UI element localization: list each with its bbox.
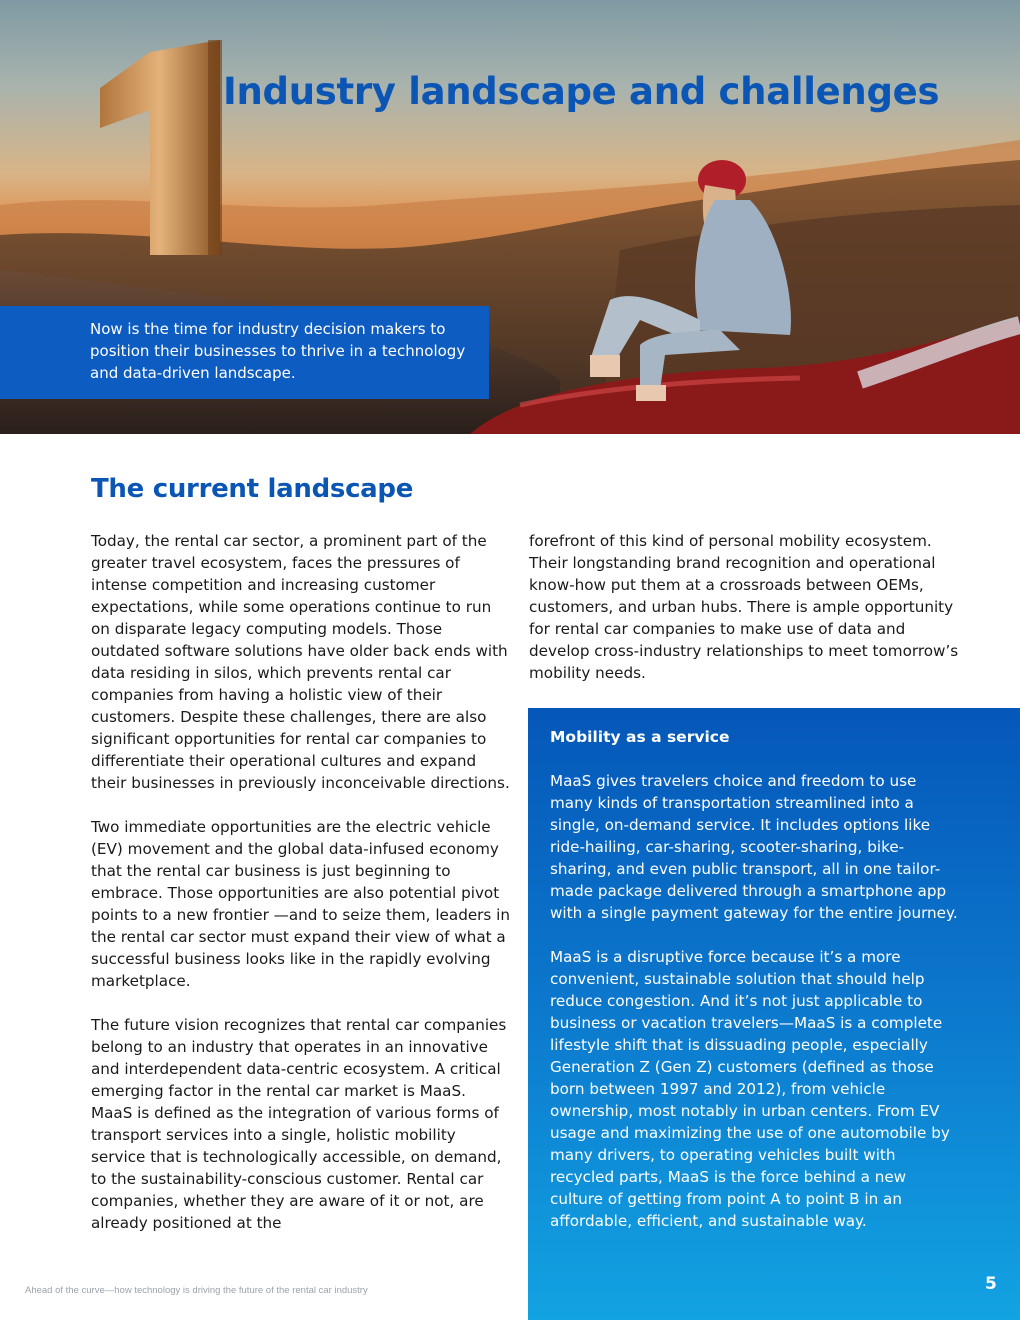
body-paragraph: Two immediate opportunities are the electric vehicle (EV) movement and the global data-infused economy that the rental car business is just beginning to embrace. Those opportunities are also potential pivot points to a new frontier —and to seize them, leaders in the rental car sector must expand their view of what a successful business looks like in the rapidly evolving marketplace.: [91, 818, 511, 990]
maas-paragraph: MaaS gives travelers choice and freedom to use many kinds of transportation streamlined into a single, on-demand service. It includes options like ride-hailing, car-sharing, scooter-sharing, bike-sharing, and even public transport, all in one tailor-made package delivered through a smartphone app with a single payment gateway for the entire journey.: [550, 772, 958, 922]
right-column: [529, 530, 959, 684]
left-column: [91, 530, 511, 1256]
page-number: 5: [985, 1274, 997, 1294]
body-paragraph: Today, the rental car sector, a prominent part of the greater travel ecosystem, faces the pressures of intense competition and increasing customer expectations, while some operations continue to run on disparate legacy computing models. Those outdated software solutions have older back ends with data residing in silos, which prevents rental car companies from having a holistic view of their customers. Despite these challenges, there are also significant opportunities for rental car companies to differentiate their operational cultures and expand their businesses in previously inconceivable directions.: [91, 532, 510, 792]
footer-note: Ahead of the curve—how technology is driving the future of the rental car industry: [25, 1285, 368, 1296]
section-heading: The current landscape: [91, 474, 414, 504]
maas-sidebar-box: [528, 708, 1020, 1320]
maas-box-title: Mobility as a service: [550, 728, 730, 746]
body-paragraph: forefront of this kind of personal mobility ecosystem. Their longstanding brand recognition and operational know-how put them at a crossroads between OEMs, customers, and urban hubs. There is ample opportunity for rental car companies to make use of data and develop cross-industry relationships to meet tomorrow’s mobility needs.: [529, 532, 959, 682]
hero-callout: Now is the time for industry decision makers to position their businesses to thrive in a technology and data-driven landscape.: [0, 306, 489, 399]
hero-title: Industry landscape and challenges: [223, 70, 940, 113]
maas-paragraph: MaaS is a disruptive force because it’s a more convenient, sustainable solution that should help reduce congestion. And it’s not just applicable to business or vacation travelers—MaaS is a complete lifestyle shift that is dissuading people, especially Generation Z (Gen Z) customers (defined as those born between 1997 and 2012), from vehicle ownership, most notably in urban centers. From EV usage and maximizing the use of one automobile by many drivers, to operating vehicles built with recycled parts, MaaS is the force behind a new culture of getting from point A to point B in an affordable, efficient, and sustainable way.: [550, 948, 950, 1230]
body-paragraph: The future vision recognizes that rental car companies belong to an industry that operates in an innovative and interdependent data-centric ecosystem. A critical emerging factor in the rental car market is MaaS. MaaS is defined as the integration of various forms of transport services into a single, holistic mobility service that is technologically accessible, on demand, to the sustainability-conscious customer. Rental car companies, whether they are aware of it or not, are already positioned at the: [91, 1016, 507, 1232]
hero-banner: [0, 0, 1020, 434]
